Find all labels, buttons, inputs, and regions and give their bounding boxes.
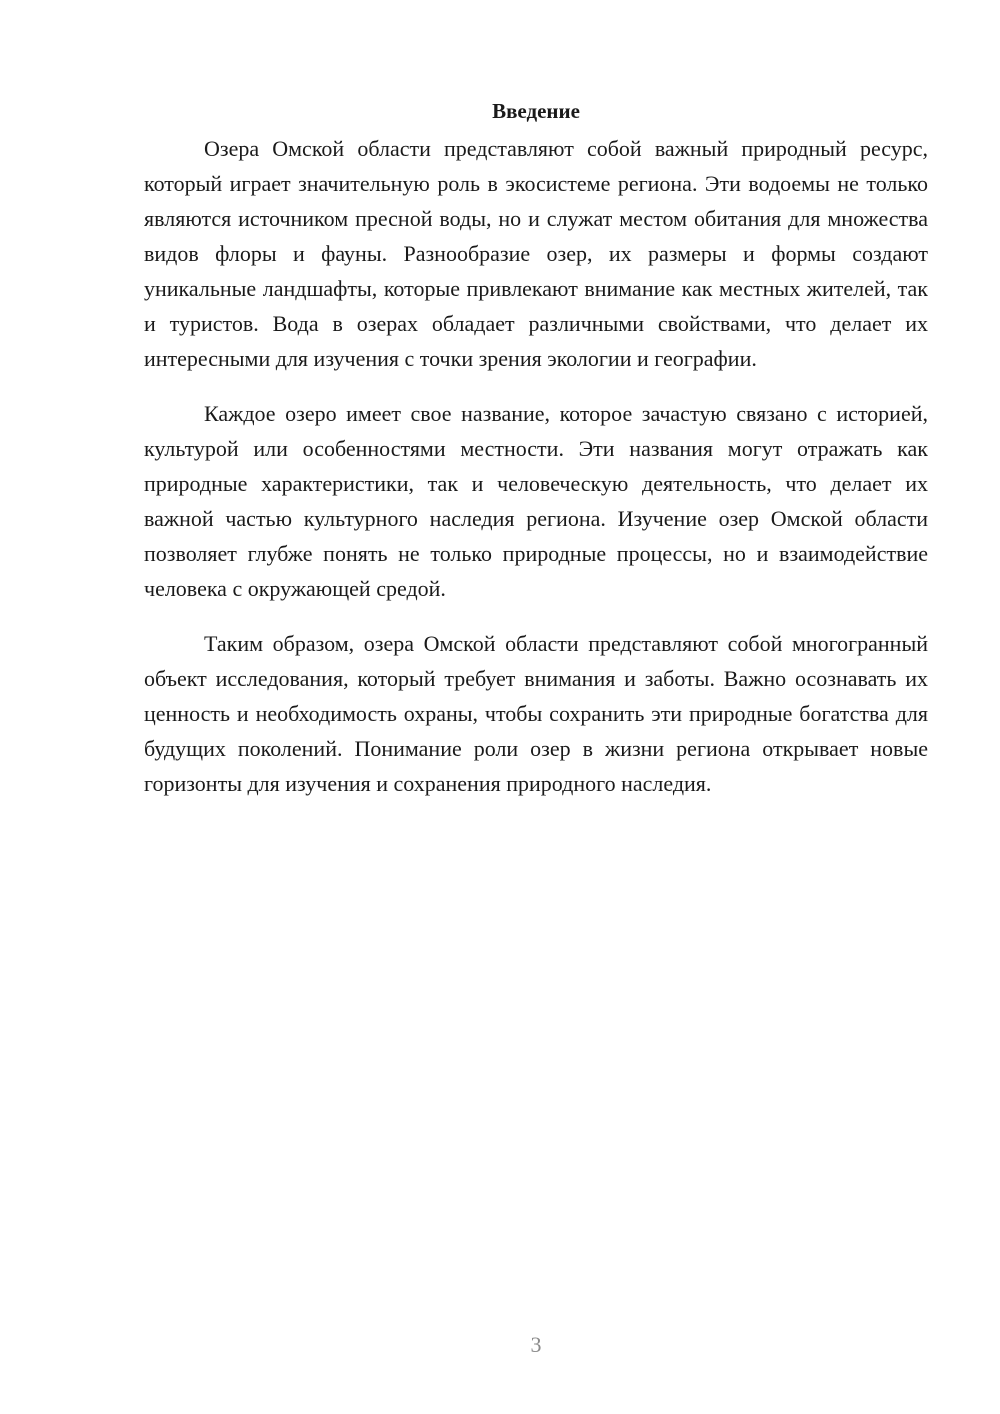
paragraph-2: Каждое озеро имеет свое название, которое зачастую связано с историей, культурой или особенностями местности. Эти названия могут отражать как природные характеристики, так и человеческую деятельность, что делает их важной частью культурного наследия региона. Изучение озер Омской области позволяет глубже понять не только природные процессы, но и взаимодействие человека с окружающей средой. — [144, 401, 928, 601]
page-number: 3 — [530, 1332, 542, 1357]
section-heading: Введение — [492, 99, 580, 123]
page-content — [144, 95, 928, 801]
paragraph-3: Таким образом, озера Омской области представляют собой многогранный объект исследования, который требует внимания и заботы. Важно осознавать их ценность и необходимость охраны, чтобы сохранить эти природные богатства для будущих поколений. Понимание роли озер в жизни региона открывает новые горизонты для изучения и сохранения природного наследия. — [144, 631, 928, 796]
paragraph-1: Озера Омской области представляют собой важный природный ресурс, который играет значительную роль в экосистеме региона. Эти водоемы не только являются источником пресной воды, но и служат местом обитания для множества видов флоры и фауны. Разнообразие озер, их размеры и формы создают уникальные ландшафты, которые привлекают внимание как местных жителей, так и туристов. Вода в озерах обладает различными свойствами, что делает их интересными для изучения с точки зрения экологии и географии. — [144, 136, 928, 371]
